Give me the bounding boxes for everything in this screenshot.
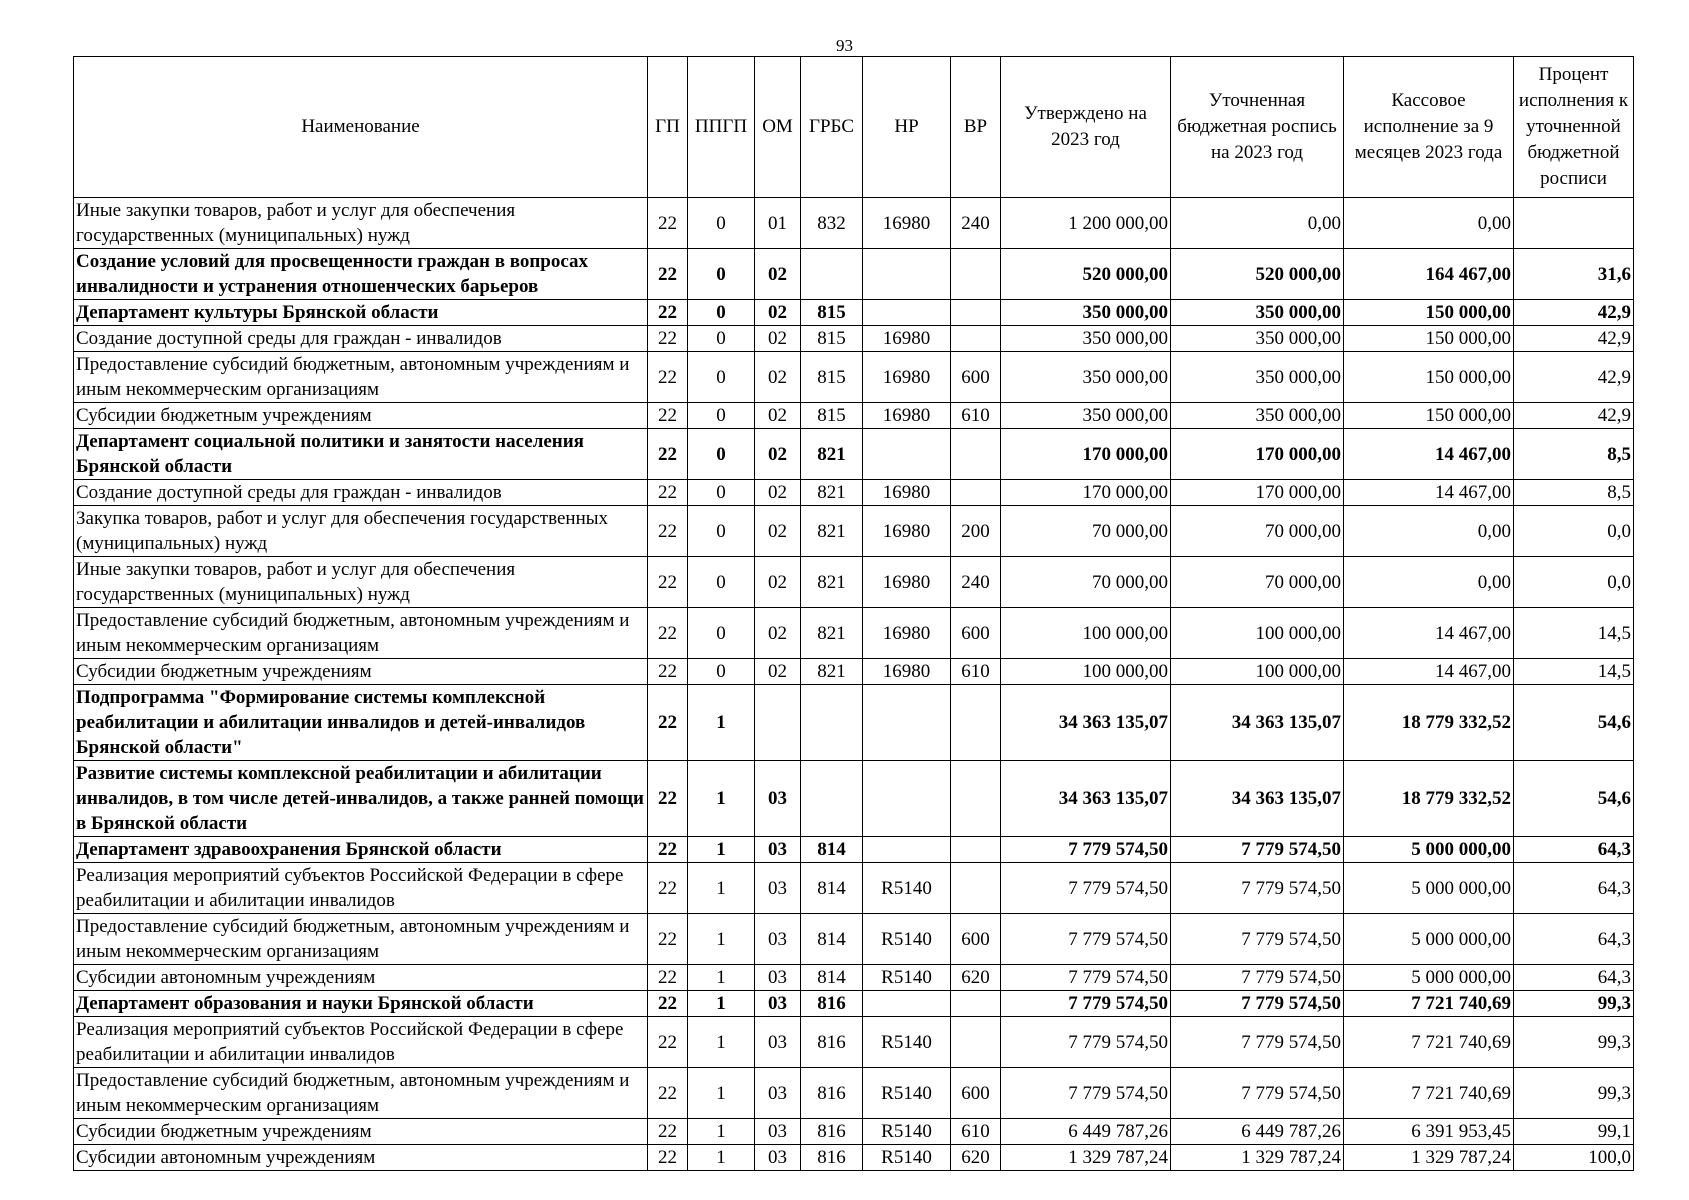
cell-grbs bbox=[801, 685, 863, 761]
cell-approved: 7 779 574,50 bbox=[1001, 991, 1171, 1017]
page-number: 93 bbox=[836, 36, 853, 55]
cell-nr: 16980 bbox=[863, 557, 951, 608]
cell-cash: 14 467,00 bbox=[1344, 480, 1514, 506]
table-row bbox=[74, 198, 1634, 249]
cell-name: Подпрограмма "Формирование системы комплексной реабилитации и абилитации инвалидов и детей-инвалидов Брянской области" bbox=[74, 685, 648, 761]
cell-grbs: 816 bbox=[801, 1017, 863, 1068]
cell-vr: 610 bbox=[951, 1119, 1001, 1145]
cell-grbs: 816 bbox=[801, 1145, 863, 1171]
cell-name: Субсидии автономным учреждениям bbox=[74, 1145, 648, 1171]
cell-nr: 16980 bbox=[863, 608, 951, 659]
cell-ppgp: 1 bbox=[688, 1017, 755, 1068]
cell-refined: 6 449 787,26 bbox=[1171, 1119, 1344, 1145]
cell-approved: 170 000,00 bbox=[1001, 480, 1171, 506]
cell-name: Предоставление субсидий бюджетным, автономным учреждениям и иным некоммерческим организациям bbox=[74, 608, 648, 659]
cell-nr bbox=[863, 991, 951, 1017]
cell-gp: 22 bbox=[648, 198, 688, 249]
cell-refined: 100 000,00 bbox=[1171, 659, 1344, 685]
cell-cash: 0,00 bbox=[1344, 557, 1514, 608]
cell-gp: 22 bbox=[648, 659, 688, 685]
cell-refined: 7 779 574,50 bbox=[1171, 1068, 1344, 1119]
cell-approved: 1 200 000,00 bbox=[1001, 198, 1171, 249]
cell-approved: 7 779 574,50 bbox=[1001, 914, 1171, 965]
cell-name: Реализация мероприятий субъектов Российской Федерации в сфере реабилитации и абилитации инвалидов bbox=[74, 1017, 648, 1068]
col-header-percent: Процент исполнения к уточненной бюджетной росписи bbox=[1514, 57, 1634, 198]
cell-cash: 150 000,00 bbox=[1344, 326, 1514, 352]
cell-cash: 5 000 000,00 bbox=[1344, 863, 1514, 914]
cell-grbs: 814 bbox=[801, 965, 863, 991]
cell-grbs: 815 bbox=[801, 326, 863, 352]
cell-vr bbox=[951, 249, 1001, 300]
cell-gp: 22 bbox=[648, 685, 688, 761]
cell-percent: 0,0 bbox=[1514, 557, 1634, 608]
cell-cash: 150 000,00 bbox=[1344, 300, 1514, 326]
table-row bbox=[74, 863, 1634, 914]
cell-cash: 5 000 000,00 bbox=[1344, 914, 1514, 965]
cell-nr: 16980 bbox=[863, 326, 951, 352]
cell-om: 03 bbox=[755, 1145, 801, 1171]
cell-vr bbox=[951, 429, 1001, 480]
cell-nr bbox=[863, 761, 951, 837]
cell-om: 03 bbox=[755, 914, 801, 965]
col-header-om: ОМ bbox=[755, 57, 801, 198]
cell-refined: 0,00 bbox=[1171, 198, 1344, 249]
col-header-cash: Кассовое исполнение за 9 месяцев 2023 года bbox=[1344, 57, 1514, 198]
cell-cash: 1 329 787,24 bbox=[1344, 1145, 1514, 1171]
cell-percent: 31,6 bbox=[1514, 249, 1634, 300]
cell-name: Предоставление субсидий бюджетным, автономным учреждениям и иным некоммерческим организациям bbox=[74, 914, 648, 965]
cell-approved: 100 000,00 bbox=[1001, 659, 1171, 685]
table-row bbox=[74, 557, 1634, 608]
cell-vr bbox=[951, 480, 1001, 506]
cell-refined: 520 000,00 bbox=[1171, 249, 1344, 300]
cell-nr bbox=[863, 429, 951, 480]
table-row bbox=[74, 685, 1634, 761]
cell-ppgp: 1 bbox=[688, 837, 755, 863]
cell-cash: 7 721 740,69 bbox=[1344, 991, 1514, 1017]
cell-ppgp: 0 bbox=[688, 608, 755, 659]
cell-name: Субсидии бюджетным учреждениям bbox=[74, 403, 648, 429]
cell-cash: 14 467,00 bbox=[1344, 608, 1514, 659]
cell-nr: R5140 bbox=[863, 1145, 951, 1171]
cell-grbs bbox=[801, 249, 863, 300]
cell-refined: 7 779 574,50 bbox=[1171, 837, 1344, 863]
table-row bbox=[74, 506, 1634, 557]
cell-nr: R5140 bbox=[863, 1017, 951, 1068]
cell-refined: 7 779 574,50 bbox=[1171, 991, 1344, 1017]
cell-gp: 22 bbox=[648, 761, 688, 837]
table-row bbox=[74, 991, 1634, 1017]
cell-cash: 150 000,00 bbox=[1344, 352, 1514, 403]
cell-vr: 600 bbox=[951, 352, 1001, 403]
cell-approved: 520 000,00 bbox=[1001, 249, 1171, 300]
cell-vr bbox=[951, 1017, 1001, 1068]
cell-grbs: 814 bbox=[801, 914, 863, 965]
cell-refined: 350 000,00 bbox=[1171, 352, 1344, 403]
cell-cash: 14 467,00 bbox=[1344, 659, 1514, 685]
cell-percent: 99,3 bbox=[1514, 1017, 1634, 1068]
cell-cash: 164 467,00 bbox=[1344, 249, 1514, 300]
table-row bbox=[74, 837, 1634, 863]
cell-gp: 22 bbox=[648, 863, 688, 914]
cell-vr: 240 bbox=[951, 198, 1001, 249]
cell-cash: 18 779 332,52 bbox=[1344, 761, 1514, 837]
cell-name: Иные закупки товаров, работ и услуг для обеспечения государственных (муниципальных) нужд bbox=[74, 198, 648, 249]
cell-gp: 22 bbox=[648, 914, 688, 965]
cell-name: Департамент здравоохранения Брянской области bbox=[74, 837, 648, 863]
cell-ppgp: 0 bbox=[688, 429, 755, 480]
cell-vr bbox=[951, 837, 1001, 863]
cell-refined: 350 000,00 bbox=[1171, 326, 1344, 352]
cell-percent: 42,9 bbox=[1514, 403, 1634, 429]
cell-name: Иные закупки товаров, работ и услуг для обеспечения государственных (муниципальных) нужд bbox=[74, 557, 648, 608]
cell-gp: 22 bbox=[648, 506, 688, 557]
cell-gp: 22 bbox=[648, 249, 688, 300]
cell-gp: 22 bbox=[648, 965, 688, 991]
cell-nr: 16980 bbox=[863, 352, 951, 403]
cell-grbs: 821 bbox=[801, 659, 863, 685]
cell-ppgp: 0 bbox=[688, 300, 755, 326]
cell-vr: 620 bbox=[951, 965, 1001, 991]
table-row bbox=[74, 300, 1634, 326]
cell-approved: 34 363 135,07 bbox=[1001, 685, 1171, 761]
cell-approved: 70 000,00 bbox=[1001, 557, 1171, 608]
table-row bbox=[74, 429, 1634, 480]
cell-approved: 6 449 787,26 bbox=[1001, 1119, 1171, 1145]
cell-grbs: 821 bbox=[801, 506, 863, 557]
cell-approved: 7 779 574,50 bbox=[1001, 863, 1171, 914]
cell-percent: 8,5 bbox=[1514, 480, 1634, 506]
cell-nr: 16980 bbox=[863, 403, 951, 429]
cell-gp: 22 bbox=[648, 300, 688, 326]
cell-om: 02 bbox=[755, 659, 801, 685]
cell-ppgp: 0 bbox=[688, 326, 755, 352]
cell-approved: 7 779 574,50 bbox=[1001, 1017, 1171, 1068]
cell-nr: R5140 bbox=[863, 965, 951, 991]
cell-ppgp: 1 bbox=[688, 965, 755, 991]
cell-nr: 16980 bbox=[863, 659, 951, 685]
cell-vr: 600 bbox=[951, 914, 1001, 965]
cell-approved: 7 779 574,50 bbox=[1001, 1068, 1171, 1119]
cell-percent: 99,1 bbox=[1514, 1119, 1634, 1145]
cell-nr bbox=[863, 249, 951, 300]
cell-vr bbox=[951, 300, 1001, 326]
cell-nr: 16980 bbox=[863, 480, 951, 506]
cell-percent: 100,0 bbox=[1514, 1145, 1634, 1171]
cell-name: Предоставление субсидий бюджетным, автономным учреждениям и иным некоммерческим организациям bbox=[74, 352, 648, 403]
cell-om: 02 bbox=[755, 403, 801, 429]
cell-om: 02 bbox=[755, 249, 801, 300]
cell-ppgp: 1 bbox=[688, 991, 755, 1017]
cell-ppgp: 0 bbox=[688, 480, 755, 506]
cell-om: 02 bbox=[755, 557, 801, 608]
cell-percent: 64,3 bbox=[1514, 965, 1634, 991]
cell-gp: 22 bbox=[648, 480, 688, 506]
cell-gp: 22 bbox=[648, 326, 688, 352]
cell-cash: 6 391 953,45 bbox=[1344, 1119, 1514, 1145]
cell-om: 03 bbox=[755, 991, 801, 1017]
cell-grbs: 815 bbox=[801, 352, 863, 403]
cell-vr bbox=[951, 761, 1001, 837]
cell-name: Субсидии бюджетным учреждениям bbox=[74, 1119, 648, 1145]
cell-grbs: 814 bbox=[801, 863, 863, 914]
cell-om: 02 bbox=[755, 352, 801, 403]
cell-name: Создание доступной среды для граждан - инвалидов bbox=[74, 326, 648, 352]
cell-ppgp: 0 bbox=[688, 198, 755, 249]
cell-om: 02 bbox=[755, 608, 801, 659]
cell-vr: 240 bbox=[951, 557, 1001, 608]
cell-cash: 18 779 332,52 bbox=[1344, 685, 1514, 761]
cell-percent: 54,6 bbox=[1514, 685, 1634, 761]
cell-om: 03 bbox=[755, 1119, 801, 1145]
cell-vr: 610 bbox=[951, 403, 1001, 429]
cell-refined: 70 000,00 bbox=[1171, 506, 1344, 557]
cell-refined: 170 000,00 bbox=[1171, 480, 1344, 506]
cell-om: 03 bbox=[755, 1017, 801, 1068]
cell-cash: 7 721 740,69 bbox=[1344, 1068, 1514, 1119]
cell-refined: 7 779 574,50 bbox=[1171, 914, 1344, 965]
cell-approved: 7 779 574,50 bbox=[1001, 965, 1171, 991]
cell-percent: 42,9 bbox=[1514, 352, 1634, 403]
cell-gp: 22 bbox=[648, 352, 688, 403]
header-row bbox=[74, 57, 1634, 198]
table-row bbox=[74, 1119, 1634, 1145]
cell-nr: R5140 bbox=[863, 1119, 951, 1145]
cell-grbs: 816 bbox=[801, 991, 863, 1017]
cell-percent: 14,5 bbox=[1514, 659, 1634, 685]
cell-nr bbox=[863, 300, 951, 326]
cell-cash: 14 467,00 bbox=[1344, 429, 1514, 480]
cell-gp: 22 bbox=[648, 557, 688, 608]
col-header-approved: Утверждено на 2023 год bbox=[1001, 57, 1171, 198]
cell-percent: 8,5 bbox=[1514, 429, 1634, 480]
cell-grbs: 814 bbox=[801, 837, 863, 863]
cell-refined: 7 779 574,50 bbox=[1171, 863, 1344, 914]
cell-percent: 99,3 bbox=[1514, 991, 1634, 1017]
cell-om: 03 bbox=[755, 837, 801, 863]
cell-cash: 7 721 740,69 bbox=[1344, 1017, 1514, 1068]
cell-ppgp: 1 bbox=[688, 761, 755, 837]
cell-name: Закупка товаров, работ и услуг для обеспечения государственных (муниципальных) нужд bbox=[74, 506, 648, 557]
table-row bbox=[74, 249, 1634, 300]
cell-ppgp: 1 bbox=[688, 1068, 755, 1119]
cell-grbs: 821 bbox=[801, 429, 863, 480]
cell-om: 02 bbox=[755, 326, 801, 352]
cell-vr: 620 bbox=[951, 1145, 1001, 1171]
cell-approved: 350 000,00 bbox=[1001, 300, 1171, 326]
cell-gp: 22 bbox=[648, 403, 688, 429]
cell-approved: 70 000,00 bbox=[1001, 506, 1171, 557]
cell-refined: 350 000,00 bbox=[1171, 300, 1344, 326]
cell-approved: 350 000,00 bbox=[1001, 403, 1171, 429]
cell-name: Субсидии автономным учреждениям bbox=[74, 965, 648, 991]
cell-approved: 100 000,00 bbox=[1001, 608, 1171, 659]
cell-approved: 34 363 135,07 bbox=[1001, 761, 1171, 837]
cell-name: Создание доступной среды для граждан - инвалидов bbox=[74, 480, 648, 506]
cell-approved: 170 000,00 bbox=[1001, 429, 1171, 480]
table-row bbox=[74, 965, 1634, 991]
table-row bbox=[74, 659, 1634, 685]
cell-refined: 1 329 787,24 bbox=[1171, 1145, 1344, 1171]
cell-name: Департамент культуры Брянской области bbox=[74, 300, 648, 326]
cell-percent: 0,0 bbox=[1514, 506, 1634, 557]
cell-name: Предоставление субсидий бюджетным, автономным учреждениям и иным некоммерческим организациям bbox=[74, 1068, 648, 1119]
cell-grbs: 815 bbox=[801, 403, 863, 429]
cell-ppgp: 1 bbox=[688, 1119, 755, 1145]
cell-om: 02 bbox=[755, 429, 801, 480]
cell-vr: 200 bbox=[951, 506, 1001, 557]
table-row bbox=[74, 1068, 1634, 1119]
cell-ppgp: 1 bbox=[688, 914, 755, 965]
cell-om: 02 bbox=[755, 480, 801, 506]
cell-gp: 22 bbox=[648, 1119, 688, 1145]
cell-ppgp: 1 bbox=[688, 685, 755, 761]
cell-grbs: 816 bbox=[801, 1119, 863, 1145]
cell-refined: 7 779 574,50 bbox=[1171, 965, 1344, 991]
cell-name: Реализация мероприятий субъектов Российской Федерации в сфере реабилитации и абилитации инвалидов bbox=[74, 863, 648, 914]
cell-om bbox=[755, 685, 801, 761]
cell-ppgp: 1 bbox=[688, 1145, 755, 1171]
cell-refined: 350 000,00 bbox=[1171, 403, 1344, 429]
cell-gp: 22 bbox=[648, 991, 688, 1017]
cell-percent: 42,9 bbox=[1514, 326, 1634, 352]
cell-ppgp: 0 bbox=[688, 659, 755, 685]
cell-grbs: 816 bbox=[801, 1068, 863, 1119]
cell-cash: 150 000,00 bbox=[1344, 403, 1514, 429]
col-header-name: Наименование bbox=[74, 57, 648, 198]
cell-refined: 34 363 135,07 bbox=[1171, 685, 1344, 761]
cell-percent: 14,5 bbox=[1514, 608, 1634, 659]
cell-vr bbox=[951, 991, 1001, 1017]
col-header-vr: ВР bbox=[951, 57, 1001, 198]
cell-vr: 610 bbox=[951, 659, 1001, 685]
cell-nr bbox=[863, 685, 951, 761]
table-row bbox=[74, 914, 1634, 965]
cell-gp: 22 bbox=[648, 1017, 688, 1068]
cell-grbs: 832 bbox=[801, 198, 863, 249]
cell-vr: 600 bbox=[951, 608, 1001, 659]
cell-percent bbox=[1514, 198, 1634, 249]
cell-vr bbox=[951, 685, 1001, 761]
cell-om: 02 bbox=[755, 300, 801, 326]
table-row bbox=[74, 1145, 1634, 1171]
table-body bbox=[74, 198, 1634, 1171]
cell-ppgp: 0 bbox=[688, 249, 755, 300]
cell-approved: 350 000,00 bbox=[1001, 352, 1171, 403]
cell-om: 03 bbox=[755, 863, 801, 914]
cell-ppgp: 0 bbox=[688, 352, 755, 403]
cell-name: Субсидии бюджетным учреждениям bbox=[74, 659, 648, 685]
col-header-gp: ГП bbox=[648, 57, 688, 198]
cell-percent: 64,3 bbox=[1514, 837, 1634, 863]
cell-percent: 99,3 bbox=[1514, 1068, 1634, 1119]
table-row bbox=[74, 403, 1634, 429]
cell-nr: R5140 bbox=[863, 863, 951, 914]
cell-ppgp: 0 bbox=[688, 557, 755, 608]
cell-om: 03 bbox=[755, 965, 801, 991]
cell-refined: 7 779 574,50 bbox=[1171, 1017, 1344, 1068]
cell-ppgp: 1 bbox=[688, 863, 755, 914]
col-header-ppgp: ППГП bbox=[688, 57, 755, 198]
cell-gp: 22 bbox=[648, 608, 688, 659]
cell-nr: 16980 bbox=[863, 198, 951, 249]
cell-om: 02 bbox=[755, 506, 801, 557]
col-header-refined: Уточненная бюджетная роспись на 2023 год bbox=[1171, 57, 1344, 198]
cell-grbs bbox=[801, 761, 863, 837]
cell-vr bbox=[951, 326, 1001, 352]
table-row bbox=[74, 608, 1634, 659]
cell-percent: 64,3 bbox=[1514, 863, 1634, 914]
cell-cash: 5 000 000,00 bbox=[1344, 965, 1514, 991]
cell-gp: 22 bbox=[648, 1068, 688, 1119]
cell-name: Развитие системы комплексной реабилитации и абилитации инвалидов, в том числе детей-инвалидов, а также ранней помощи в Брянской области bbox=[74, 761, 648, 837]
table-row bbox=[74, 352, 1634, 403]
cell-om: 03 bbox=[755, 1068, 801, 1119]
cell-cash: 5 000 000,00 bbox=[1344, 837, 1514, 863]
cell-cash: 0,00 bbox=[1344, 198, 1514, 249]
cell-name: Департамент социальной политики и занятости населения Брянской области bbox=[74, 429, 648, 480]
cell-refined: 100 000,00 bbox=[1171, 608, 1344, 659]
cell-om: 01 bbox=[755, 198, 801, 249]
cell-grbs: 821 bbox=[801, 480, 863, 506]
cell-name: Создание условий для просвещенности граждан в вопросах инвалидности и устранения отношенческих барьеров bbox=[74, 249, 648, 300]
cell-cash: 0,00 bbox=[1344, 506, 1514, 557]
cell-refined: 70 000,00 bbox=[1171, 557, 1344, 608]
budget-table bbox=[73, 56, 1634, 1171]
cell-vr bbox=[951, 863, 1001, 914]
cell-grbs: 821 bbox=[801, 557, 863, 608]
cell-name: Департамент образования и науки Брянской области bbox=[74, 991, 648, 1017]
cell-vr: 600 bbox=[951, 1068, 1001, 1119]
col-header-nr: НР bbox=[863, 57, 951, 198]
cell-approved: 7 779 574,50 bbox=[1001, 837, 1171, 863]
cell-nr bbox=[863, 837, 951, 863]
cell-gp: 22 bbox=[648, 837, 688, 863]
cell-approved: 1 329 787,24 bbox=[1001, 1145, 1171, 1171]
cell-gp: 22 bbox=[648, 429, 688, 480]
table-row bbox=[74, 1017, 1634, 1068]
cell-gp: 22 bbox=[648, 1145, 688, 1171]
cell-percent: 54,6 bbox=[1514, 761, 1634, 837]
table-row bbox=[74, 480, 1634, 506]
col-header-grbs: ГРБС bbox=[801, 57, 863, 198]
cell-nr: R5140 bbox=[863, 914, 951, 965]
cell-refined: 34 363 135,07 bbox=[1171, 761, 1344, 837]
table-row bbox=[74, 761, 1634, 837]
cell-ppgp: 0 bbox=[688, 506, 755, 557]
cell-nr: R5140 bbox=[863, 1068, 951, 1119]
cell-grbs: 821 bbox=[801, 608, 863, 659]
cell-approved: 350 000,00 bbox=[1001, 326, 1171, 352]
cell-nr: 16980 bbox=[863, 506, 951, 557]
cell-grbs: 815 bbox=[801, 300, 863, 326]
cell-om: 03 bbox=[755, 761, 801, 837]
cell-percent: 42,9 bbox=[1514, 300, 1634, 326]
cell-percent: 64,3 bbox=[1514, 914, 1634, 965]
cell-refined: 170 000,00 bbox=[1171, 429, 1344, 480]
table-row bbox=[74, 326, 1634, 352]
cell-ppgp: 0 bbox=[688, 403, 755, 429]
